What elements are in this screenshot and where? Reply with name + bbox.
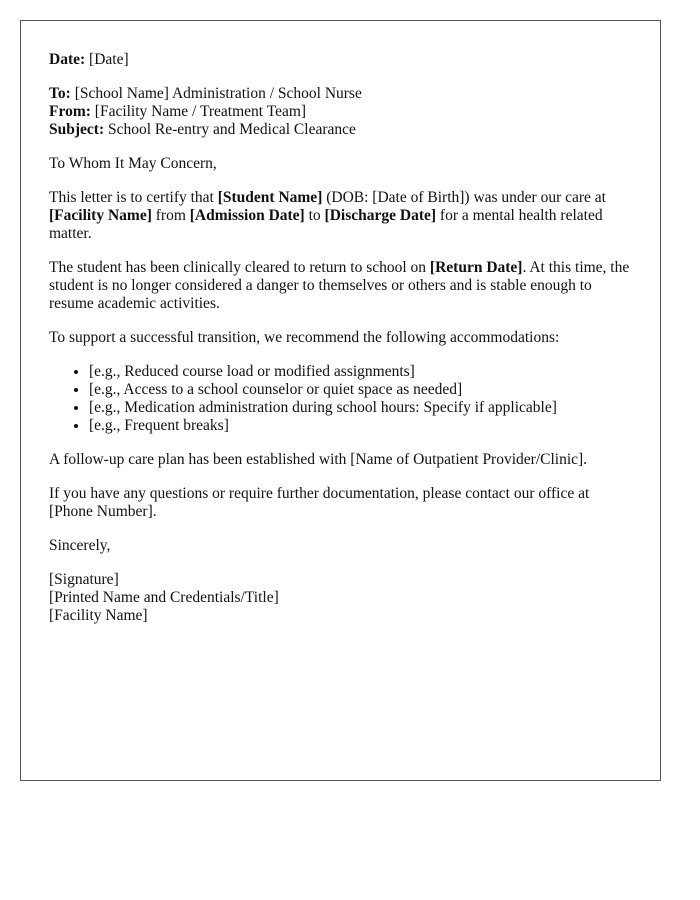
text: for a mental health related matter.	[49, 207, 603, 242]
address-block	[49, 85, 632, 139]
list-item: • [e.g., Reduced course load or modified assignments]	[89, 363, 632, 381]
signature: [Signature]	[49, 571, 119, 588]
certification-paragraph	[49, 189, 632, 243]
contact-paragraph: If you have any questions or require further documentation, please contact our office at [Phone Number].	[49, 485, 590, 520]
student-name: [Student Name]	[217, 189, 323, 206]
list-item: • [e.g., Frequent breaks]	[89, 417, 632, 435]
accommodations-intro: To support a successful transition, we recommend the following accommodations:	[49, 329, 560, 346]
list-item: • [e.g., Access to a school counselor or quiet space as needed]	[89, 381, 632, 399]
letter-page	[20, 20, 661, 781]
subject-value: School Re-entry and Medical Clearance	[107, 121, 356, 138]
text: (DOB: [Date of Birth]) was under our care at	[322, 189, 606, 206]
followup-paragraph: A follow-up care plan has been established with [Name of Outpatient Provider/Clinic].	[49, 451, 588, 468]
text: to	[304, 207, 325, 224]
from-label: From:	[49, 103, 91, 120]
from-value: [Facility Name / Treatment Team]	[94, 103, 307, 120]
date-line	[49, 51, 632, 69]
text: This letter is to certify that	[49, 189, 218, 206]
text: The student has been clinically cleared to return to school on	[49, 259, 430, 276]
closing: Sincerely,	[49, 537, 111, 554]
text: from	[151, 207, 190, 224]
salutation: To Whom It May Concern,	[49, 155, 217, 172]
text: . At this time, the student is no longer considered a danger to themselves or others and is stable enough to resume academic activities.	[49, 259, 630, 312]
return-date: [Return Date]	[429, 259, 523, 276]
to-value: [School Name] Administration / School Nurse	[74, 85, 362, 102]
clearance-paragraph	[49, 259, 632, 313]
signature-block	[49, 571, 632, 625]
list-item: • [e.g., Medication administration during school hours: Specify if applicable]	[89, 399, 632, 417]
printed-name: [Printed Name and Credentials/Title]	[49, 589, 279, 606]
admission-date: [Admission Date]	[189, 207, 305, 224]
facility-name: [Facility Name]	[49, 207, 152, 224]
discharge-date: [Discharge Date]	[324, 207, 437, 224]
to-label: To:	[49, 85, 71, 102]
signature-facility: [Facility Name]	[49, 607, 148, 624]
subject-label: Subject:	[49, 121, 105, 138]
date-label: Date:	[49, 51, 86, 68]
accommodations-list	[49, 363, 632, 435]
date-value: [Date]	[89, 51, 129, 68]
